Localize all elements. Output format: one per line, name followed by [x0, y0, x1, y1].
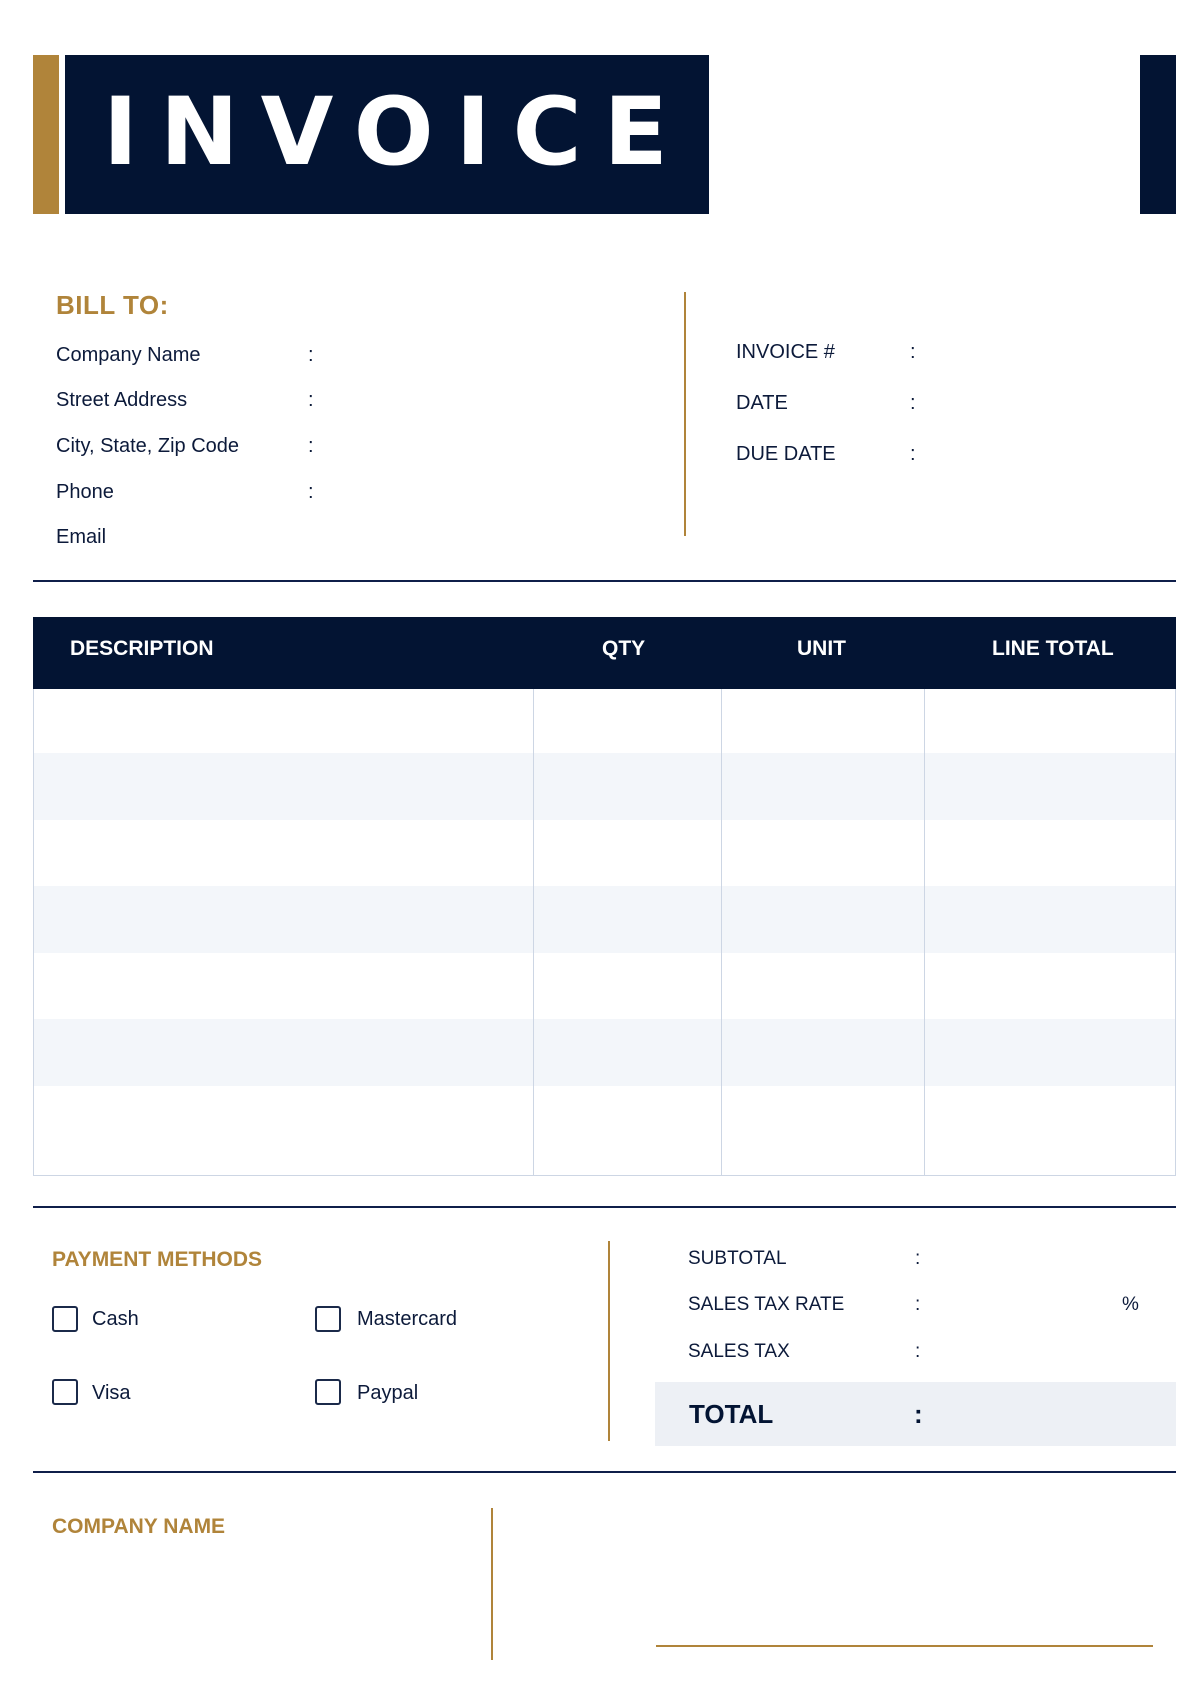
due-date-label: DUE DATE	[736, 443, 836, 465]
column-divider	[924, 689, 925, 1176]
date-label: DATE	[736, 392, 788, 414]
section-divider-bottom	[33, 1471, 1176, 1473]
city-state-zip-colon: :	[308, 435, 314, 457]
footer-divider	[491, 1508, 493, 1660]
column-header-unit: UNIT	[797, 637, 846, 660]
company-name-heading: COMPANY NAME	[52, 1515, 226, 1538]
date-colon: :	[910, 392, 916, 414]
visa-checkbox[interactable]	[52, 1379, 78, 1405]
column-divider	[721, 689, 722, 1176]
column-divider	[533, 689, 534, 1176]
section-divider-top	[33, 580, 1176, 582]
sales-tax-colon: :	[915, 1341, 921, 1362]
visa-label: Visa	[92, 1382, 131, 1404]
paypal-label: Paypal	[357, 1382, 419, 1404]
bill-to-divider	[684, 292, 686, 536]
mastercard-label: Mastercard	[357, 1308, 458, 1330]
email-label: Email	[56, 526, 107, 548]
total-colon: :	[914, 1399, 923, 1429]
column-header-description: DESCRIPTION	[70, 637, 214, 660]
invoice-number-colon: :	[910, 341, 916, 363]
phone-label: Phone	[56, 481, 114, 503]
city-state-zip-label: City, State, Zip Code	[56, 435, 240, 457]
table-row[interactable]	[34, 1019, 1175, 1086]
section-divider-middle	[33, 1206, 1176, 1208]
sales-tax-rate-label: SALES TAX RATE	[688, 1294, 845, 1315]
table-row[interactable]	[34, 753, 1175, 820]
column-header-line-total: LINE TOTAL	[992, 637, 1114, 660]
sales-tax-rate-colon: :	[915, 1294, 921, 1315]
paypal-checkbox[interactable]	[315, 1379, 341, 1405]
due-date-colon: :	[910, 443, 916, 465]
street-address-colon: :	[308, 389, 314, 411]
invoice-title: INVOICE	[103, 78, 690, 187]
company-name-colon: :	[308, 344, 314, 366]
total-label: TOTAL	[689, 1399, 774, 1429]
accent-bar-gold	[33, 55, 59, 214]
payment-divider	[608, 1241, 610, 1441]
cash-label: Cash	[92, 1308, 139, 1330]
mastercard-checkbox[interactable]	[315, 1306, 341, 1332]
signature-line	[656, 1645, 1153, 1647]
sales-tax-label: SALES TAX	[688, 1341, 790, 1362]
subtotal-colon: :	[915, 1248, 921, 1269]
column-header-qty: QTY	[602, 637, 646, 660]
payment-methods-heading: PAYMENT METHODS	[52, 1248, 263, 1271]
phone-colon: :	[308, 481, 314, 503]
percent-symbol: %	[1122, 1294, 1139, 1315]
accent-bar-navy	[1140, 55, 1176, 214]
table-row[interactable]	[34, 886, 1175, 953]
street-address-label: Street Address	[56, 389, 188, 411]
bill-to-heading: BILL TO:	[56, 290, 169, 320]
company-name-label: Company Name	[56, 344, 201, 366]
invoice-number-label: INVOICE #	[736, 341, 835, 363]
cash-checkbox[interactable]	[52, 1306, 78, 1332]
subtotal-label: SUBTOTAL	[688, 1248, 787, 1269]
